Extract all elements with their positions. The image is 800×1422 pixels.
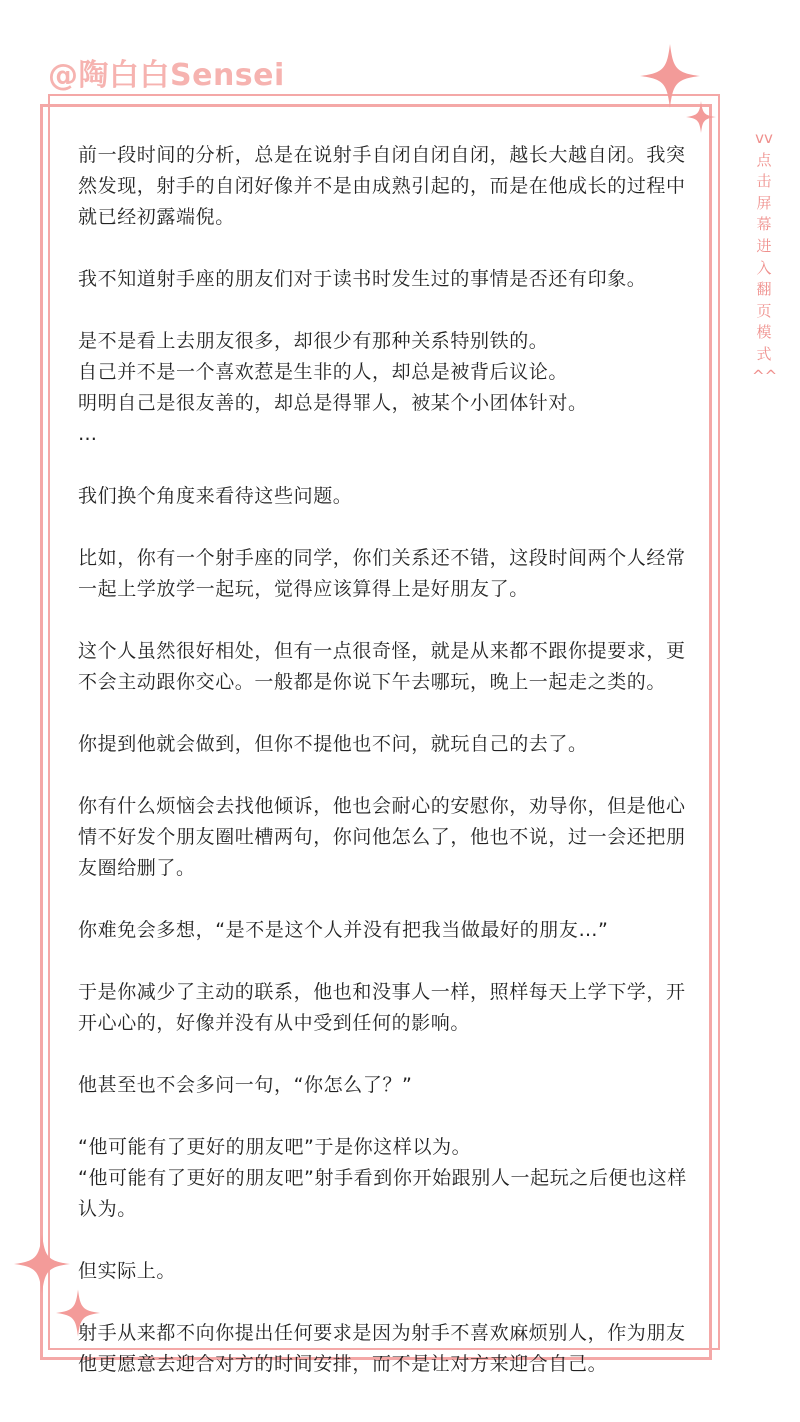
hint-char: 式 bbox=[756, 344, 772, 363]
sparkle-star-icon bbox=[14, 1232, 70, 1296]
hint-char: 幕 bbox=[756, 215, 772, 234]
paragraph: 前一段时间的分析，总是在说射手自闭自闭自闭，越长大越自闭。我突然发现，射手的自闭好像并不是由成熟引起的，而是在他成长的过程中就已经初露端倪。 bbox=[78, 144, 686, 228]
hint-char: 进 bbox=[756, 236, 772, 255]
hint-char: 页 bbox=[756, 301, 772, 320]
paragraph: 你有什么烦恼会去找他倾诉，他也会耐心的安慰你，劝导你，但是他心情不好发个朋友圈吐槽两句，你问他怎么了，他也不说，过一会还把朋友圈给删了。 bbox=[78, 795, 686, 879]
chevron-down-icon: vv bbox=[755, 129, 773, 147]
paragraph: 但实际上。 bbox=[78, 1260, 177, 1282]
hint-char: 翻 bbox=[756, 280, 772, 299]
paragraph: 于是你减少了主动的联系，他也和没事人一样，照样每天上学下学，开开心心的，好像并没有从中受到任何的影响。 bbox=[78, 981, 686, 1034]
hint-char: 入 bbox=[756, 258, 772, 277]
paragraph: 是不是看上去朋友很多，却很少有那种关系特别铁的。 自己并不是一个喜欢惹是生非的人，却总是被背后议论。 明明自己是很友善的，却总是得罪人，被某个小团体针对。 … bbox=[78, 330, 588, 445]
paragraph: 我不知道射手座的朋友们对于读书时发生过的事情是否还有印象。 bbox=[78, 268, 647, 290]
paragraph: 他甚至也不会多问一句，“你怎么了？” bbox=[78, 1074, 413, 1096]
paragraph: 这个人虽然很好相处，但有一点很奇怪，就是从来都不跟你提要求，更不会主动跟你交心。一般都是你说下午去哪玩，晚上一起走之类的。 bbox=[78, 640, 686, 693]
sparkle-star-icon bbox=[686, 100, 716, 134]
paragraph: 比如，你有一个射手座的同学，你们关系还不错，这段时间两个人经常一起上学放学一起玩，觉得应该算得上是好朋友了。 bbox=[78, 547, 686, 600]
paragraph: 我们换个角度来看待这些问题。 bbox=[78, 485, 353, 507]
chevron-up-icon: ^^ bbox=[752, 366, 778, 385]
hint-char: 模 bbox=[756, 323, 772, 342]
hint-char: 屏 bbox=[756, 193, 772, 212]
hint-char: 击 bbox=[756, 172, 772, 191]
paragraph: “他可能有了更好的朋友吧”于是你这样以为。 “他可能有了更好的朋友吧”射手看到你开始跟别人一起玩之后便也这样认为。 bbox=[78, 1136, 687, 1220]
page-flip-hint[interactable] bbox=[752, 128, 776, 387]
paragraph: 射手从来都不向你提出任何要求是因为射手不喜欢麻烦别人，作为朋友他更愿意去迎合对方的时间安排，而不是让对方来迎合自己。 bbox=[78, 1322, 686, 1375]
paragraph: 你提到他就会做到，但你不提他也不问，就玩自己的去了。 bbox=[78, 733, 588, 755]
article-body bbox=[78, 140, 693, 1411]
author-watermark: @陶白白Sensei bbox=[48, 58, 285, 93]
hint-char: 点 bbox=[756, 150, 772, 169]
paragraph: 你难免会多想，“是不是这个人并没有把我当做最好的朋友…” bbox=[78, 919, 609, 941]
sparkle-star-icon bbox=[640, 44, 700, 108]
